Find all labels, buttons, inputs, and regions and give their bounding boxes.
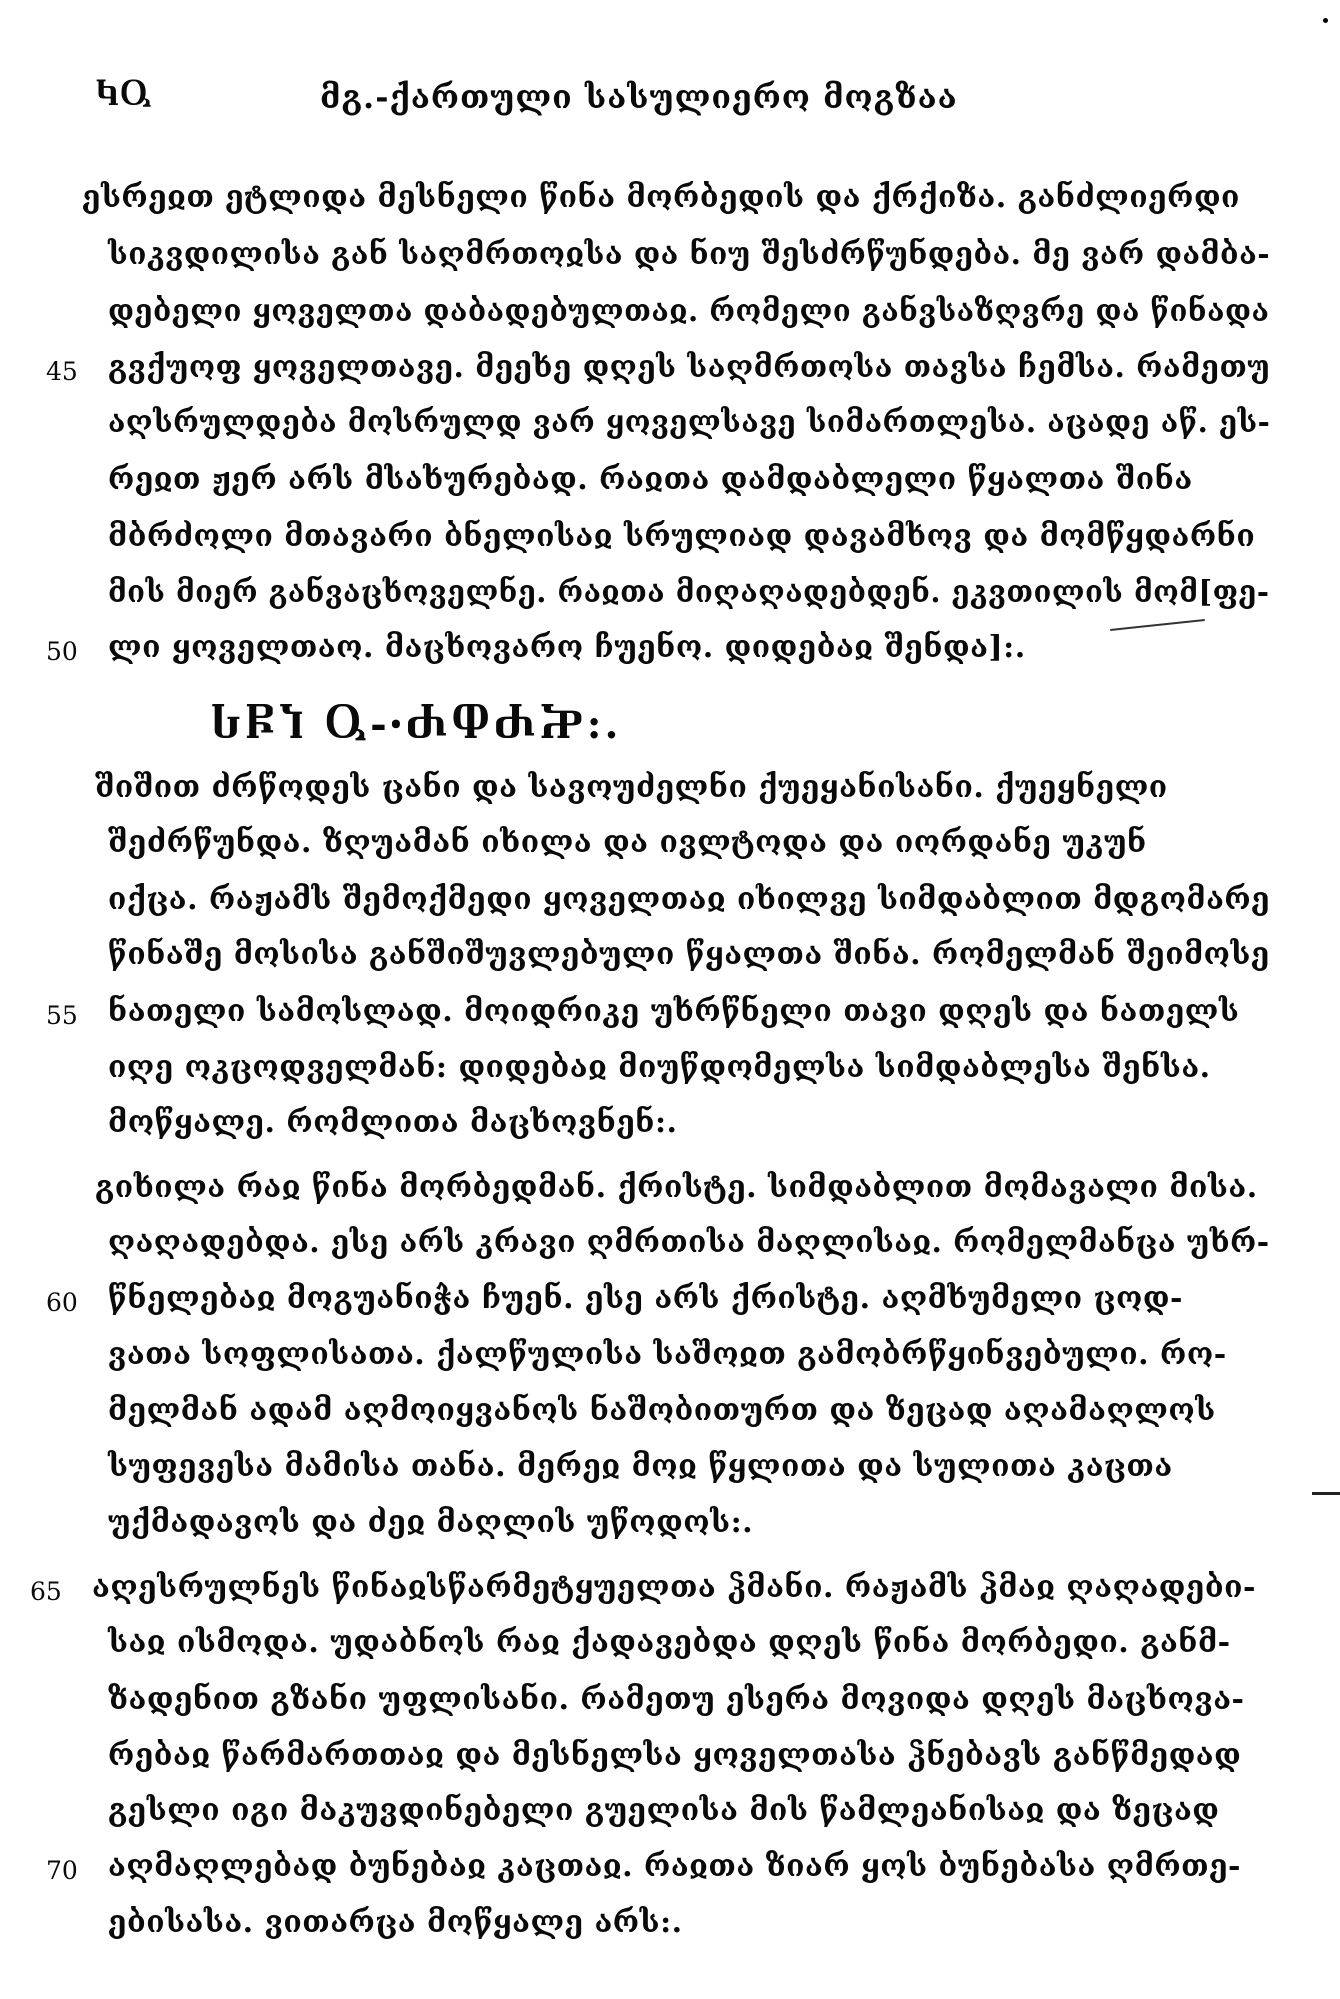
text-line: გესლი იგი მაკუვდინებელი გუელისა მის წამლეანისაჲ და ზეცად bbox=[108, 1793, 1220, 1828]
text-line: საჲ ისმოდა. უდაბნოს რაჲ ქადავებდა დღეს წინა მორბედი. განმ- bbox=[108, 1625, 1231, 1660]
text-line: ესრეჲთ ეტლიდა მესნელი წინა მორბედის და ქრქიზა. განძლიერდი bbox=[82, 180, 1240, 215]
text-line: სიკვდილისა გან საღმრთოჲსა და ნიუ შესძრწუნდება. მე ვარ დამბა- bbox=[108, 237, 1271, 272]
text-line: დებელი ყოველთა დაბადებულთაჲ. რომელი განვსაზღვრე და წინადა bbox=[108, 294, 1270, 329]
text-line: შეძრწუნდა. ზღუამან იხილა და ივლტოდა და იორდანე უკუნ bbox=[108, 825, 1147, 860]
text-line: რებაჲ წარმართთაჲ და მესნელსა ყოველთასა ჴნებავს განწმედად bbox=[108, 1738, 1242, 1773]
text-line: იქცა. რაჟამს შემოქმედი ყოველთაჲ იხილვე სიმდაბლით მდგომარე bbox=[108, 882, 1271, 917]
text-line: უქმადავოს და ძეჲ მაღლის უწოდოს:. bbox=[108, 1505, 754, 1540]
text-line: მის მიერ განვაცხოველნე. რაჲთა მიღაღადებდენ. ეკვთილის მომ[ფე- bbox=[108, 575, 1270, 610]
text-line: ლი ყოველთაო. მაცხოვარო ჩუენო. დიდებაჲ შენდა]:. bbox=[108, 630, 1026, 665]
text-line: გვქუოფ ყოველთავე. მეეხე დღეს საღმრთოსა თავსა ჩემსა. რამეთუ bbox=[108, 350, 1271, 385]
text-line: იღე ოკცოდველმან: დიდებაჲ მიუწდომელსა სიმდაბლესა შენსა. bbox=[108, 1050, 1211, 1085]
line-number: 65 bbox=[30, 1577, 62, 1606]
page-header bbox=[95, 70, 1245, 130]
line-number: 60 bbox=[46, 1288, 78, 1317]
text-line: მოწყალე. რომლითა მაცხოვნენ:. bbox=[108, 1105, 678, 1140]
text-line: სუფევესა მამისა თანა. მერეჲ მოჲ წყლითა და სულითა კაცთა bbox=[108, 1449, 1173, 1484]
text-line: აღსრულდება მოსრულდ ვარ ყოველსავე სიმართლესა. აცადე აწ. ეს- bbox=[108, 405, 1271, 440]
text-line: ზადენით გზანი უფლისანი. რამეთუ ესერა მოვიდა დღეს მაცხოვა- bbox=[108, 1682, 1245, 1717]
corner-dot bbox=[1323, 18, 1328, 23]
line-number: 70 bbox=[46, 1856, 78, 1885]
page-number: ႩႳ bbox=[95, 78, 152, 113]
text-line: მელმან ადამ აღმოიყვანოს ნაშობითურთ და ზეცად აღამაღლოს bbox=[108, 1393, 1216, 1428]
running-title: მგ.-ქართული სასულიერო მოგზაა bbox=[320, 78, 958, 116]
line-number: 55 bbox=[46, 1001, 78, 1030]
text-line: აღესრულნეს წინაჲსწარმეტყუელთა ჴმანი. რაჟამს ჴმაჲ ღაღადები- bbox=[92, 1570, 1256, 1605]
text-line: აღმაღლებად ბუნებაჲ კაცთაჲ. რაჲთა ზიარ ყოს ბუნებასა ღმრთე- bbox=[108, 1849, 1241, 1884]
line-number: 50 bbox=[46, 637, 78, 666]
text-line: რეჲთ ჟერ არს მსახურებად. რაჲთა დამდაბლელი წყალთა შინა bbox=[108, 462, 1193, 497]
line-number: 45 bbox=[46, 357, 78, 386]
text-line: წინაშე მოსისა განშიშუვლებული წყალთა შინა. რომელმან შეიმოსე bbox=[108, 937, 1270, 972]
text-line: გიხილა რაჲ წინა მორბედმან. ქრისტე. სიმდაბლით მომავალი მისა. bbox=[95, 1170, 1258, 1205]
text-line: ებისასა. ვითარცა მოწყალე არს:. bbox=[108, 1905, 683, 1940]
section-heading: ႱႼႨ Ⴓ-ꞏႻႴႻႿ:. bbox=[210, 701, 622, 748]
margin-dash bbox=[1312, 1492, 1340, 1495]
text-line: მბრძოლი მთავარი ბნელისაჲ სრულიად დავამხოვ და მომწყდარნი bbox=[108, 519, 1256, 554]
text-line: შიშით ძრწოდეს ცანი და სავოუძელნი ქუეყანისანი. ქუეყნელი bbox=[95, 770, 1168, 805]
pen-stroke bbox=[1110, 619, 1205, 631]
text-line: ვათა სოფლისათა. ქალწულისა საშოჲთ გამობრწყინვებული. რო- bbox=[108, 1337, 1227, 1372]
text-line: წნელებაჲ მოგუანიჭა ჩუენ. ესე არს ქრისტე. აღმხუმელი ცოდ- bbox=[108, 1281, 1183, 1316]
text-line: ღაღადებდა. ესე არს კრავი ღმრთისა მაღლისაჲ. რომელმანცა უხრ- bbox=[108, 1225, 1270, 1260]
text-line: ნათელი სამოსლად. მოიდრიკე უხრწნელი თავი დღეს და ნათელს bbox=[108, 994, 1240, 1029]
